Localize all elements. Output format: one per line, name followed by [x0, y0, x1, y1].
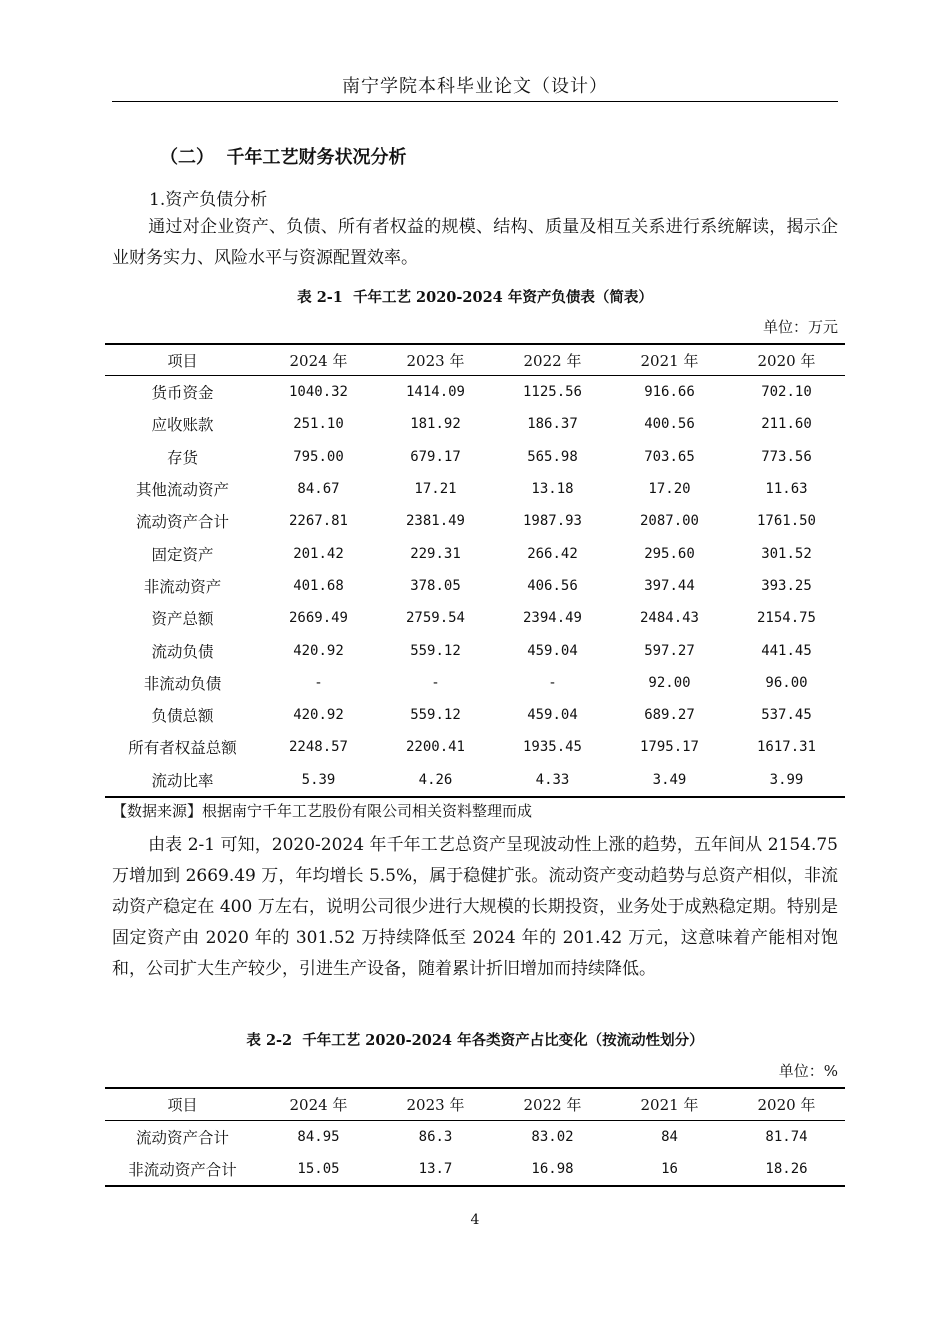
- value-cell: 773.56: [761, 448, 812, 465]
- value-cell: 92.00: [648, 674, 691, 691]
- column-header: 2024 年: [260, 1088, 377, 1121]
- value-cell: 18.26: [728, 1153, 845, 1186]
- value-cell: 459.04: [527, 642, 578, 659]
- value-cell: 201.42: [293, 545, 344, 562]
- value-cell: 3.49: [611, 764, 728, 797]
- value-cell: 11.63: [765, 481, 808, 498]
- table-row: [105, 570, 845, 602]
- column-header: 2021 年: [611, 1088, 728, 1121]
- value-cell: 2759.54: [405, 610, 465, 627]
- value-cell: 1040.32: [288, 384, 348, 401]
- value-cell: 2669.49: [288, 610, 348, 627]
- value-cell: 86.3: [418, 1129, 453, 1145]
- table1-caption: 表 2-1 千年工艺 2020-2024 年资产负债表（简表）: [297, 289, 653, 306]
- value-cell: 401.68: [293, 577, 344, 594]
- table-row: [105, 473, 845, 505]
- value-cell: 13.18: [531, 481, 574, 498]
- value-cell: 81.74: [765, 1129, 808, 1145]
- table-row: [105, 537, 845, 569]
- row-label-cell: 非流动资产合计: [105, 1153, 260, 1186]
- value-cell: 397.44: [644, 577, 695, 594]
- value-cell: 2394.49: [522, 610, 582, 627]
- column-header: 2023 年: [377, 1088, 494, 1121]
- value-cell: 5.39: [260, 764, 377, 797]
- value-cell: 597.27: [644, 642, 695, 659]
- value-cell: 702.10: [761, 384, 812, 401]
- section-title: （二） 千年工艺财务状况分析: [160, 147, 407, 168]
- value-cell: 2484.43: [639, 610, 699, 627]
- column-header: 项目: [105, 1088, 260, 1121]
- value-cell: 181.92: [410, 416, 461, 433]
- row-label-cell: 应收账款: [151, 416, 214, 435]
- column-header: 2020 年: [728, 344, 845, 376]
- value-cell: 2248.57: [288, 739, 348, 756]
- table-row: [105, 634, 845, 666]
- value-cell: 393.25: [761, 577, 812, 594]
- column-header: 2021 年: [611, 344, 728, 376]
- value-cell: 1987.93: [522, 513, 582, 530]
- row-label-cell: 固定资产: [151, 545, 214, 564]
- row-label-cell: 非流动负债: [143, 674, 222, 693]
- table-header-row: [105, 1088, 845, 1121]
- value-cell: 2267.81: [288, 513, 348, 530]
- table-row: [105, 1121, 845, 1154]
- value-cell: 2154.75: [756, 610, 816, 627]
- row-label-cell: 货币资金: [151, 384, 214, 403]
- table-header-row: [105, 344, 845, 376]
- table-row: [105, 764, 845, 797]
- table2-unit: 单位：%: [778, 1062, 838, 1080]
- value-cell: 295.60: [644, 545, 695, 562]
- row-label-cell: 所有者权益总额: [128, 739, 237, 758]
- value-cell: 1761.50: [756, 513, 816, 530]
- column-header: 2022 年: [494, 344, 611, 376]
- value-cell: 559.12: [410, 707, 461, 724]
- value-cell: 2200.41: [405, 739, 465, 756]
- value-cell: 4.33: [494, 764, 611, 797]
- value-cell: 1795.17: [639, 739, 699, 756]
- value-cell: 266.42: [527, 545, 578, 562]
- table-row: [105, 667, 845, 699]
- value-cell: 459.04: [527, 707, 578, 724]
- table2-caption: 表 2-2 千年工艺 2020-2024 年各类资产占比变化（按流动性划分）: [246, 1032, 704, 1049]
- value-cell: 251.10: [293, 416, 344, 433]
- value-cell: 2381.49: [405, 513, 465, 530]
- value-cell: 84.95: [297, 1129, 340, 1145]
- value-cell: 17.21: [414, 481, 457, 498]
- value-cell: 537.45: [761, 707, 812, 724]
- row-label-cell: 流动资产合计: [135, 1129, 229, 1147]
- value-cell: 378.05: [410, 577, 461, 594]
- balance-sheet-table: [105, 343, 845, 798]
- data-source-note: 【数据来源】根据南宁千年工艺股份有限公司相关资料整理而成: [112, 802, 533, 820]
- table-row: [105, 441, 845, 473]
- value-cell: -: [314, 674, 323, 691]
- value-cell: 3.99: [728, 764, 845, 797]
- value-cell: 17.20: [648, 481, 691, 498]
- subheading: 1.资产负债分析: [149, 190, 268, 210]
- value-cell: 84.67: [297, 481, 340, 498]
- value-cell: -: [431, 674, 440, 691]
- value-cell: 441.45: [761, 642, 812, 659]
- value-cell: 400.56: [644, 416, 695, 433]
- value-cell: 420.92: [293, 707, 344, 724]
- table-row: [105, 731, 845, 763]
- value-cell: 84: [661, 1129, 678, 1145]
- column-header: 2022 年: [494, 1088, 611, 1121]
- table-row: [105, 376, 845, 409]
- page-number: 4: [470, 1212, 480, 1228]
- value-cell: 1935.45: [522, 739, 582, 756]
- value-cell: 795.00: [293, 448, 344, 465]
- value-cell: 406.56: [527, 577, 578, 594]
- analysis-paragraph: [112, 830, 838, 985]
- value-cell: 916.66: [644, 384, 695, 401]
- row-label-cell: 流动资产合计: [135, 513, 229, 532]
- table-row: [105, 1153, 845, 1186]
- header-rule: [112, 101, 838, 102]
- value-cell: 703.65: [644, 448, 695, 465]
- value-cell: 211.60: [761, 416, 812, 433]
- row-label-cell: 非流动资产: [143, 577, 222, 596]
- value-cell: 229.31: [410, 545, 461, 562]
- value-cell: 16: [611, 1153, 728, 1186]
- table-row: [105, 408, 845, 440]
- intro-text: 通过对企业资产、负债、所有者权益的规模、结构、质量及相互关系进行系统解读，揭示企业财务实力、风险水平与资源配置效率。: [112, 217, 838, 268]
- table-row: [105, 505, 845, 537]
- value-cell: -: [548, 674, 557, 691]
- value-cell: 16.98: [494, 1153, 611, 1186]
- table1-unit: 单位：万元: [762, 318, 838, 336]
- row-label-cell: 流动负债: [151, 642, 214, 661]
- analysis-text: 由表 2-1 可知，2020-2024 年千年工艺总资产呈现波动性上涨的趋势，五年间从 2154.75 万增加到 2669.49 万，年均增长 5.5%，属于稳健扩张。流动资产变动趋势与总资产相似，非流动资产稳定在 400 万左右，说明公司很少进行大规模的长期投资，业务处于成熟稳定期。特别是固定资产由 2020 年的 301.52 万持续降低至 2024 年的 201.42 万元，这意味着产能相对饱和，公司扩大生产较少，引进生产设备，随着累计折旧增加而持续降低。: [112, 835, 838, 979]
- value-cell: 420.92: [293, 642, 344, 659]
- row-label-cell: 负债总额: [151, 707, 214, 726]
- value-cell: 1617.31: [756, 739, 816, 756]
- row-label-cell: 存货: [166, 448, 198, 467]
- value-cell: 565.98: [527, 448, 578, 465]
- value-cell: 13.7: [377, 1153, 494, 1186]
- value-cell: 15.05: [260, 1153, 377, 1186]
- value-cell: 83.02: [531, 1129, 574, 1145]
- row-label-cell: 资产总额: [151, 610, 214, 629]
- column-header: 2020 年: [728, 1088, 845, 1121]
- value-cell: 96.00: [765, 674, 808, 691]
- column-header: 2024 年: [260, 344, 377, 376]
- value-cell: 559.12: [410, 642, 461, 659]
- table-row: [105, 699, 845, 731]
- value-cell: 301.52: [761, 545, 812, 562]
- asset-ratio-table: [105, 1087, 845, 1187]
- value-cell: 689.27: [644, 707, 695, 724]
- column-header: 项目: [105, 344, 260, 376]
- value-cell: 1414.09: [405, 384, 465, 401]
- column-header: 2023 年: [377, 344, 494, 376]
- row-label-cell: 其他流动资产: [135, 481, 229, 500]
- value-cell: 1125.56: [522, 384, 582, 401]
- value-cell: 4.26: [377, 764, 494, 797]
- row-label-cell: 流动比率: [105, 764, 260, 797]
- page-header: 南宁学院本科毕业论文（设计）: [342, 76, 608, 97]
- value-cell: 186.37: [527, 416, 578, 433]
- intro-paragraph: [112, 212, 838, 274]
- value-cell: 2087.00: [639, 513, 699, 530]
- table-row: [105, 602, 845, 634]
- value-cell: 679.17: [410, 448, 461, 465]
